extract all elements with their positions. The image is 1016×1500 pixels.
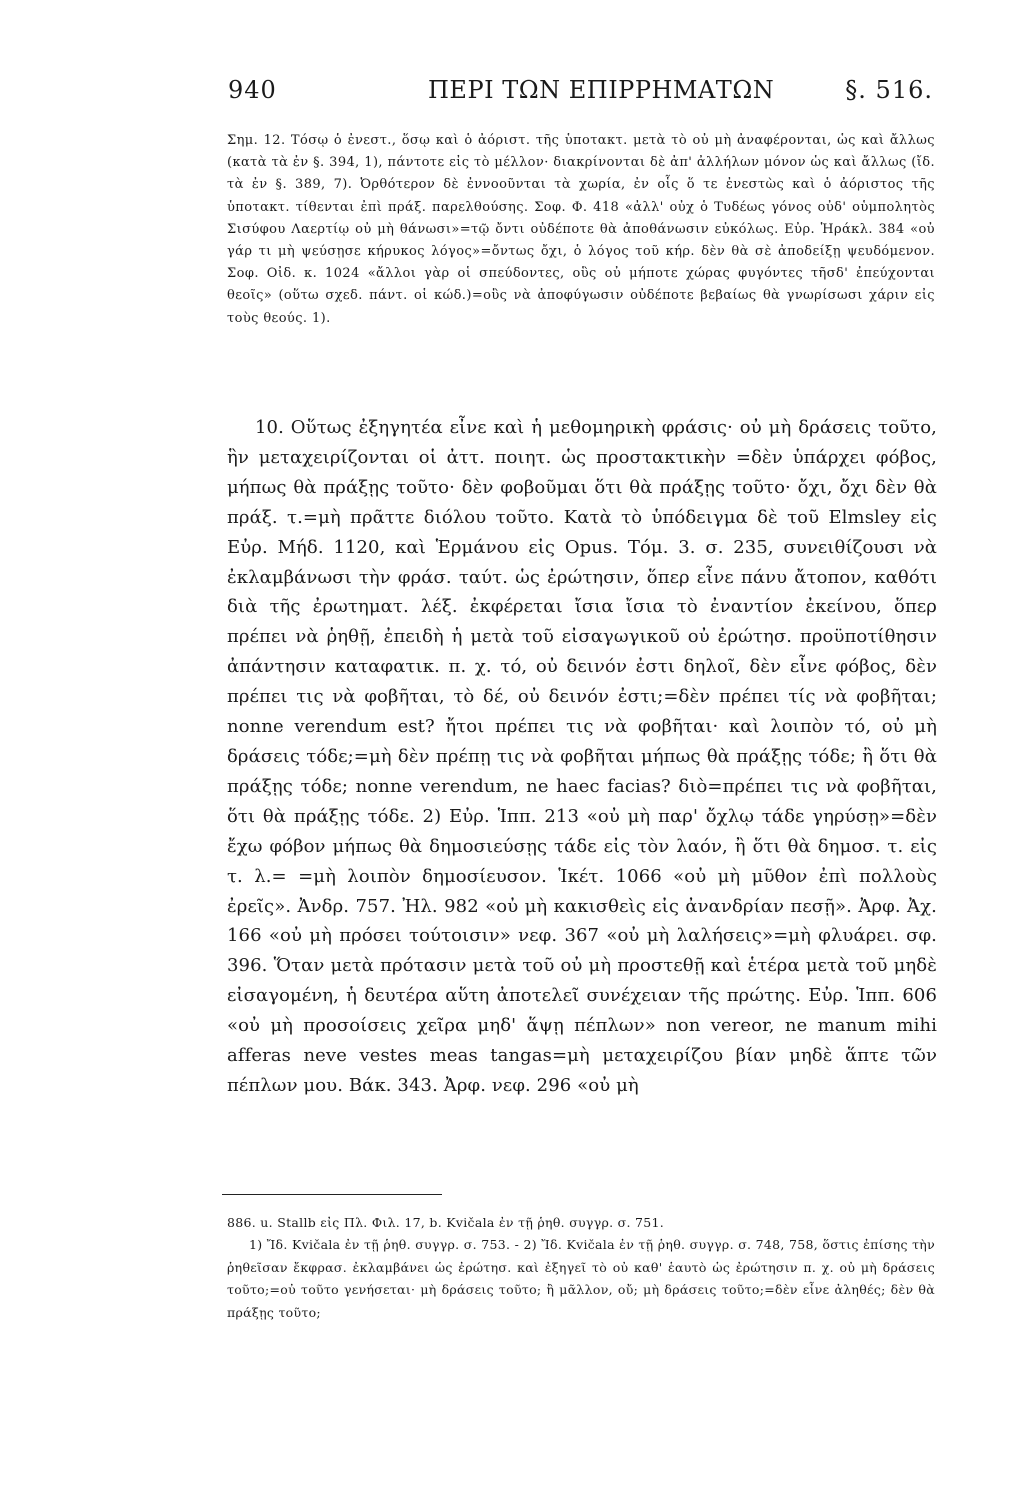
page-number: 940 [228,76,277,104]
section-number: §. 516. [845,76,933,104]
running-title: ΠΕΡΙ ΤΩΝ ΕΠΙΡΡΗΜΑΤΩΝ [428,76,775,104]
footnotes [227,1212,935,1324]
paragraph-10: 10. Οὕτως ἐξηγητέα εἶνε καὶ ἡ μεθομηρικὴ φράσις· οὐ μὴ δράσεις τοῦτο, ἣν μεταχειρίζονται οἱ ἀττ. ποιητ. ὡς προστακτικὴν =δὲν ὑπάρχει φόβος, μήπως θὰ πράξῃς τοῦτο· δὲν φοβοῦμαι ὅτι θὰ πράξῃς τοῦτο· ὄχι, ὄχι δὲν θὰ πράξ. τ.=μὴ πρᾶττε διόλου τοῦτο. Κατὰ τὸ ὑπόδειγμα δὲ τοῦ Elmsley εἰς Εὐρ. Μήδ. 1120, καὶ Ἑρμάνου εἰς Opus. Τόμ. 3. σ. 235, συνειθίζουσι νὰ ἐκλαμβάνωσι τὴν φράσ. ταύτ. ὡς ἐρώτησιν, ὅπερ εἶνε πάνυ ἄτοπον, καθότι διὰ τῆς ἐρωτηματ. λέξ. ἐκφέρεται ἴσια ἴσια τὸ ἐναντίον ἐκείνου, ὅπερ πρέπει νὰ ῥηθῇ, ἐπειδὴ ἡ μετὰ τοῦ εἰσαγωγικοῦ οὐ ἐρώτησ. προϋποτίθησιν ἀπάντησιν καταφατικ. π. χ. τό, οὐ δεινόν ἐστι δηλοῖ, δὲν εἶνε φόβος, δὲν πρέπει τις νὰ φοβῆται, τὸ δέ, οὐ δεινόν ἐστι;=δὲν πρέπει τίς νὰ φοβῆται; nonne verendum est? ἤτοι πρέπει τις νὰ φοβῆται· καὶ λοιπὸν τό, οὐ μὴ δράσεις τόδε;=μὴ δὲν πρέπῃ τις νὰ φοβῆται μήπως θὰ πράξῃς τόδε; ἢ ὅτι θὰ πράξῃς τόδε; nonne verendum, ne haec facias? διὸ=πρέπει τις νὰ φοβῆται, ὅτι θὰ πράξῃς τόδε. 2) Εὐρ. Ἱππ. 213 «οὐ μὴ παρ' ὄχλῳ τάδε γηρύσῃ»=δὲν ἔχω φόβον μήπως θὰ δημοσιεύσῃς τάδε εἰς τὸν λαόν, ἢ ὅτι θὰ δημοσ. τ. εἰς τ. λ.= =μὴ λοιπὸν δημοσίευσον. Ἱκέτ. 1066 «οὐ μὴ μῦθον ἐπὶ πολλοὺς ἐρεῖς». Ἀνδρ. 757. Ἠλ. 982 «οὐ μὴ κακισθεὶς εἰς ἀνανδρίαν πεσῇ». Ἀρφ. Ἀχ. 166 «οὐ μὴ πρόσει τούτοισιν» νεφ. 367 «οὐ μὴ λαλήσεις»=μὴ φλυάρει. σφ. 396. Ὅταν μετὰ πρότασιν μετὰ τοῦ οὐ μὴ προστεθῇ καὶ ἑτέρα μετὰ τοῦ μηδὲ εἰσαγομένη, ἡ δευτέρα αὕτη ἀποτελεῖ συνέχειαν τῆς πρώτης. Εὐρ. Ἱππ. 606 «οὐ μὴ προσοίσεις χεῖρα μηδ' ἅψῃ πέπλων» non vereor, ne manum mihi afferas neve vestes meas tangas=μὴ μεταχειρίζου βίαν μηδὲ ἅπτε τῶν πέπλων μου. Βάκ. 343. Ἀρφ. νεφ. 296 «οὐ μὴ [227,417,937,1096]
note-block [227,130,935,330]
footnote-reference: 886. u. Stallb εἰς Πλ. Φιλ. 17, b. Kvičala ἐν τῇ ῥηθ. συγγρ. σ. 751. [227,1215,665,1230]
footnote-divider [222,1194,442,1195]
running-header [228,76,933,116]
note-paragraph: Σημ. 12. Τόσῳ ὁ ἐνεστ., ὅσῳ καὶ ὁ ἀόριστ. τῆς ὑποτακτ. μετὰ τὸ οὐ μὴ ἀναφέρονται, ὡς καὶ ἄλλως (κατὰ τὰ ἐν §. 394, 1), πάντοτε εἰς τὸ μέλλον· διακρίνονται δὲ ἀπ' ἀλλήλων μόνον ὡς καὶ ἄλλως (ἴδ. τὰ ἐν §. 389, 7). Ὀρθότερον δὲ ἐννοοῦνται τὰ χωρία, ἐν οἷς ὅ τε ἐνεστὼς καὶ ὁ ἀόριστος τῆς ὑποτακτ. τίθενται ἐπὶ πράξ. παρελθούσης. Σοφ. Φ. 418 «ἀλλ' οὐχ ὁ Τυδέως γόνος οὐδ' οὑμπολητὸς Σισύφου Λαερτίῳ οὐ μὴ θάνωσι»=τῷ ὄντι οὐδέποτε θὰ ἀποθάνωσιν εὐκόλως. Εὐρ. Ἡράκλ. 384 «οὐ γάρ τι μὴ ψεύσῃσε κήρυκος λόγος»=ὄντως ὄχι, ὁ λόγος τοῦ κήρ. δὲν θὰ σὲ ἀποδείξῃ ψευδόμενον. Σοφ. Οἰδ. κ. 1024 «ἄλλοι γὰρ οἱ σπεύδοντες, οὓς οὐ μήποτε χώρας φυγόντες τῆσδ' ἐπεύχονται θεοῖς» (οὕτω σχεδ. πάντ. οἱ κώδ.)=οὓς νὰ ἀποφύγωσιν οὐδέποτε βεβαίως θὰ γνωρίσωσι χάριν εἰς τοὺς θεούς. 1). [227,133,935,326]
main-text-block [227,413,937,1101]
footnote-1: 1) Ἴδ. Kvičala ἐν τῇ ῥηθ. συγγρ. σ. 753. - 2) Ἴδ. Kvičala ἐν τῇ ῥηθ. συγγρ. σ. 748, 758, ὅστις ἐπίσης τὴν ῥηθεῖσαν ἔκφρασ. ἐκλαμβάνει ὡς ἐρώτησ. καὶ ἐξηγεῖ τὸ οὐ καθ' ἑαυτὸ ὡς ἐρώτησιν π. χ. οὐ μὴ δράσεις τοῦτο;=οὐ τοῦτο γενήσεται· μὴ δράσεις τοῦτο; ἢ μᾶλλον, οὔ; μὴ δράσεις τοῦτο;=δὲν εἶνε ἀληθές; δὲν θὰ πράξῃς τοῦτο; [227,1237,935,1320]
